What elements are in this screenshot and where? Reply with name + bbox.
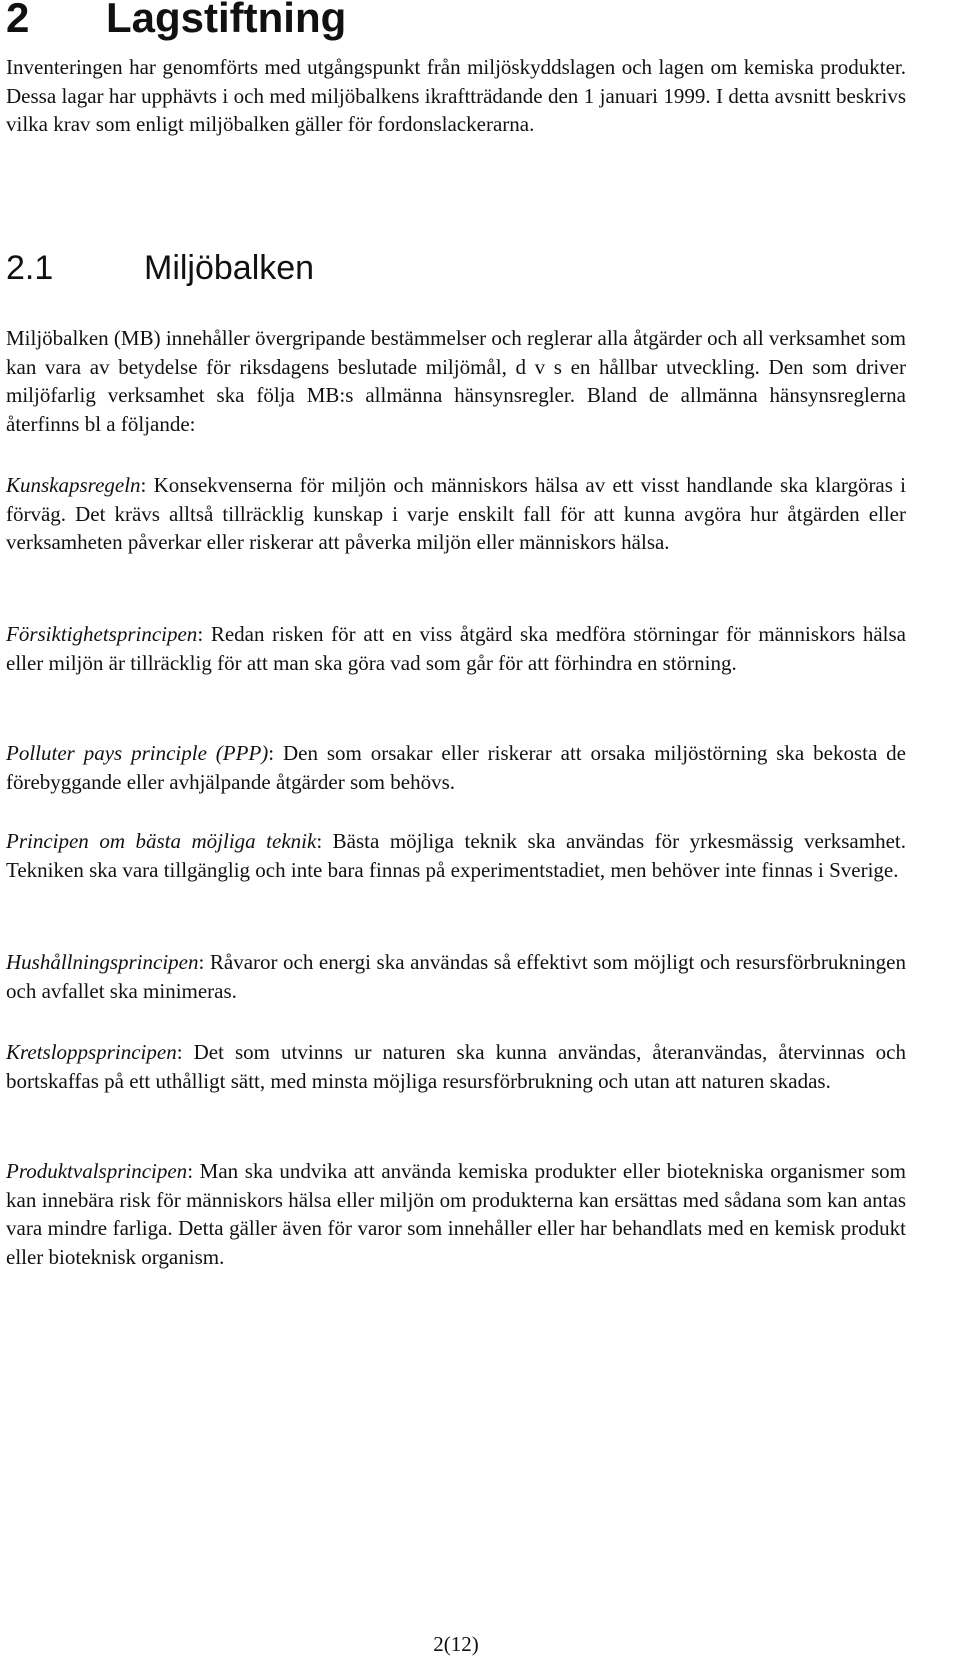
chapter-heading xyxy=(6,0,346,46)
rule-paragraph-ppp xyxy=(6,739,906,796)
rule-term: Principen om bästa möjliga teknik xyxy=(6,829,317,853)
rule-text: : Man ska undvika att använda kemiska produkter eller biotekniska organismer som kan innebära risk för människors hälsa eller miljön om produkterna kan ersättas med sådana som kan antas vara mindre farliga. Detta gäller även för varor som innehåller eller har behandlats med en kemisk produkt eller bioteknisk organism. xyxy=(6,1159,906,1269)
section-intro-paragraph: Miljöbalken (MB) innehåller övergripande bestämmelser och reglerar alla åtgärder och all verksamhet som kan vara av betydelse för riksdagens beslutade miljömål, d v s en hållbar utveckling. Den som driver miljöfarlig verksamhet ska följa MB:s allmänna hänsynsregler. Bland de allmänna hänsynsreglerna återfinns bl a följande: xyxy=(6,326,906,436)
rule-text: : Den som orsakar eller riskerar att orsaka miljöstörning ska bekosta de förebyggande eller avhjälpande åtgärder som behövs. xyxy=(6,741,906,794)
chapter-intro-paragraph: Inventeringen har genomförts med utgångspunkt från miljöskyddslagen och lagen om kemiska produkter. Dessa lagar har upphävts i och med miljöbalkens ikraftträdande den 1 januari 1999. I detta avsnitt beskrivs vilka krav som enligt miljöbalken gäller för fordonslackerarna. xyxy=(6,55,906,136)
document-page xyxy=(6,0,906,1666)
rule-paragraph-kunskapsregeln xyxy=(6,471,906,557)
rule-paragraph-kretsloppsprincipen xyxy=(6,1038,906,1095)
rule-paragraph-produktvalsprincipen xyxy=(6,1157,906,1271)
rule-term: Produktvalsprincipen xyxy=(6,1159,188,1183)
rule-text: : Råvaror och energi ska användas så effektivt som möjligt och resursförbrukningen och avfallet ska minimeras. xyxy=(6,950,906,1003)
section-number: 2.1 xyxy=(6,249,54,287)
rule-term: Hushållningsprincipen xyxy=(6,950,199,974)
rule-text: : Redan risken för att en viss åtgärd ska medföra störningar för människors hälsa eller miljön är tillräcklig för att man ska göra vad som går för att förhindra en störning. xyxy=(6,622,906,675)
section-heading xyxy=(6,240,314,296)
rule-text: : Bästa möjliga teknik ska användas för yrkesmässig verksamhet. Tekniken ska vara tillgänglig och inte bara finnas på experimentstadiet, men behöver inte finnas i Sverige. xyxy=(6,829,906,882)
chapter-title: Lagstiftning xyxy=(106,0,347,41)
rule-term: Kunskapsregeln xyxy=(6,473,141,497)
rule-paragraph-forsiktighetsprincipen xyxy=(6,620,906,677)
rule-text: : Konsekvenserna för miljön och människors hälsa av ett visst handlande ska klargöras i förväg. Det krävs alltså tillräcklig kunskap i varje enskilt fall för att kunna avgöra hur åtgärden eller verksamheten påverkar eller riskerar att påverka miljön eller människors hälsa. xyxy=(6,473,906,554)
chapter-number: 2 xyxy=(6,0,30,41)
rule-term: Kretsloppsprincipen xyxy=(6,1040,177,1064)
rule-term: Försiktighetsprincipen xyxy=(6,622,198,646)
rule-term: Polluter pays principle (PPP) xyxy=(6,741,269,765)
page-number: 2(12) xyxy=(433,1632,479,1656)
section-title: Miljöbalken xyxy=(144,249,315,287)
rule-paragraph-hushallningsprincipen xyxy=(6,948,906,1005)
rule-paragraph-basta-teknik xyxy=(6,827,906,884)
rule-text: : Det som utvinns ur naturen ska kunna användas, återanvändas, återvinnas och bortskaffas på ett uthålligt sätt, med minsta möjliga resursförbrukning och utan att naturen skadas. xyxy=(6,1040,906,1093)
